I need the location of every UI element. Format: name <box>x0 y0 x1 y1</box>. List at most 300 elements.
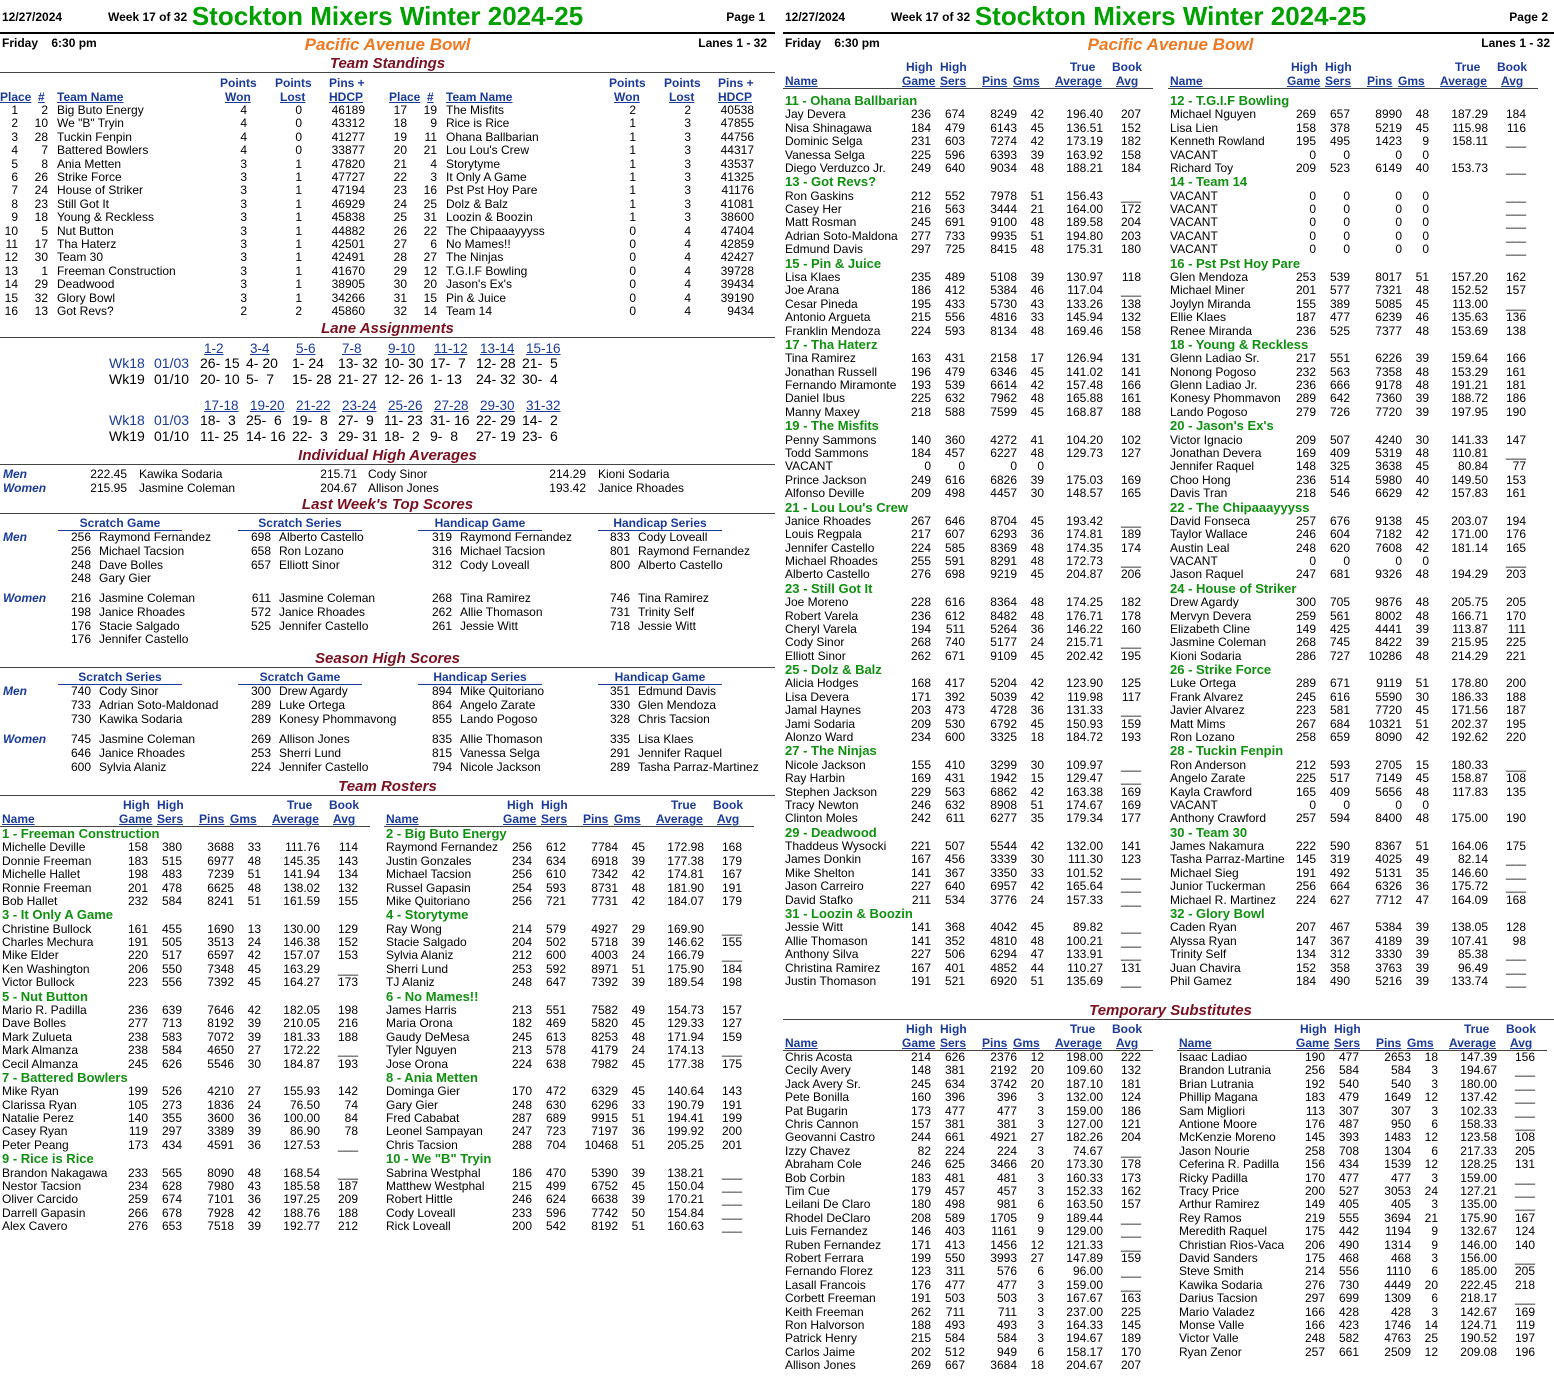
high-series: 428 <box>1338 1304 1359 1319</box>
true-average: 198.00 <box>1066 1050 1103 1064</box>
lane-match: 11- 23 <box>384 412 423 428</box>
score: 248 <box>70 571 91 586</box>
hdr-book-avg: Avg <box>717 812 740 826</box>
book-average: 176 <box>1505 527 1526 542</box>
book-average: 102 <box>1120 432 1141 447</box>
player-name: Victor Valle <box>1179 1331 1239 1346</box>
score-header: Handicap Series <box>598 517 722 531</box>
true-average: 199.92 <box>667 1124 704 1139</box>
player-name: Franklin Mendoza <box>785 323 881 338</box>
points-lost: 3 <box>684 116 691 131</box>
games: 24 <box>631 1043 645 1058</box>
team-number: 31 <box>423 210 437 225</box>
place: 3 <box>11 129 18 144</box>
high-series: 539 <box>944 378 965 392</box>
high-game: 134 <box>1295 947 1316 962</box>
true-average: 136.51 <box>1066 120 1103 135</box>
score: 600 <box>70 759 91 774</box>
hdr-name: Name <box>1170 74 1203 88</box>
book-average: 198 <box>721 975 742 990</box>
score: 855 <box>431 711 452 726</box>
lane-pair-header: 13-14 <box>480 341 515 356</box>
games: 0 <box>1422 797 1429 812</box>
true-average: 124.71 <box>1460 1318 1497 1332</box>
true-average: 160.33 <box>1066 1170 1103 1185</box>
total-pins: 6326 <box>1375 879 1402 894</box>
total-pins: 3513 <box>207 935 234 949</box>
high-game: 212 <box>910 188 931 203</box>
book-average: ___ <box>1120 892 1141 907</box>
total-pins: 584 <box>996 1331 1017 1346</box>
book-average: 169 <box>1120 472 1141 487</box>
book-average: 132 <box>1120 310 1141 325</box>
points-lost: 4 <box>684 263 691 278</box>
lane-match: 13- 32 <box>338 355 378 371</box>
high-series: 640 <box>944 879 965 894</box>
player-name: Raymond Fernandez <box>386 840 499 855</box>
games: 0 <box>1422 147 1429 162</box>
team-name: Freeman Construction <box>57 263 176 278</box>
true-average: 169.90 <box>667 921 704 936</box>
pins-hdcp: 38600 <box>720 210 754 225</box>
book-average: ___ <box>1505 228 1526 243</box>
high-series: 711 <box>945 1304 965 1319</box>
place: 24 <box>393 196 407 211</box>
total-pins: 6752 <box>591 1178 618 1193</box>
total-pins: 6296 <box>591 1097 618 1112</box>
true-average: 161.59 <box>283 893 320 908</box>
team-name: Battered Bowlers <box>57 143 149 158</box>
points-lost: 4 <box>684 290 691 305</box>
high-series: 477 <box>1338 1170 1359 1185</box>
high-game: 258 <box>1304 1143 1325 1158</box>
team-number: 17 <box>34 237 48 251</box>
high-game: 253 <box>511 961 532 976</box>
total-pins: 4650 <box>207 1043 234 1058</box>
player-name: Daniel Ibus <box>785 391 846 406</box>
points-lost: 1 <box>295 210 302 225</box>
team-name: Pst Pst Hoy Pare <box>446 183 538 198</box>
hdr-book-avg: Avg <box>1116 1036 1139 1050</box>
high-series: 405 <box>1338 1197 1359 1212</box>
team-number: 30 <box>34 250 48 265</box>
total-pins: 503 <box>996 1291 1017 1306</box>
book-average: ___ <box>721 1043 742 1058</box>
total-pins: 1304 <box>1384 1143 1411 1158</box>
book-average: ___ <box>1505 852 1526 867</box>
points-won: 3 <box>240 237 247 251</box>
book-average: ___ <box>1505 960 1526 975</box>
games: 12 <box>1424 1090 1438 1105</box>
total-pins: 4591 <box>207 1137 234 1152</box>
hdr-high-game-2: Game <box>1287 74 1321 88</box>
player-name: Lasall Francois <box>785 1277 866 1292</box>
games: 48 <box>1415 378 1429 392</box>
score: 800 <box>609 557 630 572</box>
player-name: Michael R. Martinez <box>1170 892 1277 907</box>
high-game: 245 <box>127 1056 148 1071</box>
total-pins: 7274 <box>990 134 1017 149</box>
high-game: 288 <box>511 1137 532 1152</box>
total-pins: 5384 <box>990 283 1017 298</box>
book-average: 132 <box>337 880 358 895</box>
high-game: 234 <box>910 730 931 744</box>
total-pins: 4927 <box>591 921 618 936</box>
player-name: Sam Migliori <box>1179 1103 1246 1118</box>
total-pins: 1110 <box>1386 1264 1411 1279</box>
lane-match: 12- 28 <box>476 355 516 371</box>
true-average: 166.71 <box>1451 608 1488 623</box>
true-average: 121.33 <box>1066 1237 1103 1252</box>
games: 48 <box>1415 364 1429 379</box>
games: 39 <box>631 935 645 949</box>
high-series: 698 <box>944 567 965 582</box>
player-name: Fernando Miramonte <box>785 378 897 392</box>
total-pins: 0 <box>1395 242 1402 257</box>
points-lost: 1 <box>295 223 302 238</box>
player-name: Leonel Sampayan <box>386 1124 483 1139</box>
player-name: Edmund Davis <box>785 242 864 257</box>
high-series: 676 <box>1329 513 1350 528</box>
book-average: 209 <box>337 1192 358 1207</box>
true-average: 148.57 <box>1066 486 1103 501</box>
high-game: 219 <box>1304 1210 1325 1225</box>
high-series: 479 <box>1338 1090 1359 1105</box>
points-lost: 4 <box>684 250 691 265</box>
true-average: 164.00 <box>1066 202 1103 216</box>
score: 718 <box>609 618 630 633</box>
book-average: ___ <box>721 1219 742 1234</box>
true-average: 189.44 <box>1066 1210 1103 1225</box>
true-average: 86.90 <box>289 1124 320 1139</box>
player-name: Jami Sodaria <box>785 716 856 731</box>
high-game: 213 <box>511 1043 532 1058</box>
player-name: Joe Moreno <box>785 595 849 610</box>
high-series: 626 <box>161 1056 182 1071</box>
book-average: ___ <box>1514 1063 1535 1078</box>
true-average: 154.73 <box>667 1002 704 1017</box>
points-won: 3 <box>240 223 247 238</box>
hdr-name: Name <box>1179 1036 1212 1050</box>
high-series: 542 <box>545 1219 566 1234</box>
player-name: Michael Tacsion <box>386 867 472 882</box>
total-pins: 7982 <box>591 1056 618 1071</box>
games: 30 <box>1030 486 1044 501</box>
book-average: 188 <box>337 1205 358 1220</box>
total-pins: 481 <box>996 1170 1017 1185</box>
lane-pair-header: 3-4 <box>250 341 270 356</box>
bowler-name: Lisa Klaes <box>638 732 694 746</box>
points-won: 3 <box>240 277 247 292</box>
book-average: 187 <box>1505 703 1526 718</box>
high-game: 236 <box>1295 472 1316 487</box>
true-average: 147.39 <box>1460 1050 1497 1064</box>
book-average: ___ <box>1120 771 1141 786</box>
average: 215.95 <box>90 481 127 495</box>
player-name: Dave Bolles <box>2 1016 67 1031</box>
book-average: ___ <box>1120 1264 1141 1279</box>
hdr-points-won-2: Won <box>225 90 251 104</box>
team-title: 28 - Tuckin Fenpin <box>1170 743 1284 759</box>
true-average: 204.67 <box>1066 1358 1103 1373</box>
book-average: 108 <box>1505 771 1526 786</box>
team-name: Strike Force <box>57 170 122 184</box>
page-2 <box>783 0 1554 1392</box>
games: 33 <box>1030 310 1044 325</box>
total-pins: 3444 <box>990 202 1017 216</box>
book-average: ___ <box>1505 160 1526 175</box>
true-average: 165.88 <box>1066 391 1103 406</box>
points-lost: 0 <box>295 143 302 158</box>
player-name: Cecil Almanza <box>2 1056 79 1071</box>
total-pins: 8364 <box>990 595 1017 610</box>
true-average: 146.00 <box>1460 1237 1497 1252</box>
hdr-pins-2: HDCP <box>718 90 753 104</box>
true-average: 85.38 <box>1457 947 1488 962</box>
high-series: 551 <box>1329 351 1350 366</box>
high-game: 105 <box>127 1097 148 1112</box>
true-average: 184.72 <box>1066 730 1103 744</box>
high-game: 228 <box>910 595 931 610</box>
team-number: 26 <box>34 170 48 184</box>
book-average: 124 <box>1120 1090 1141 1105</box>
team-title: 9 - Rice is Rice <box>2 1151 94 1167</box>
games: 48 <box>1030 554 1044 568</box>
pins-hdcp: 47404 <box>720 223 754 238</box>
book-average: 116 <box>1506 120 1526 135</box>
high-series: 667 <box>944 1358 965 1373</box>
book-average: 125 <box>1120 676 1141 691</box>
page-number: Page 1 <box>726 10 765 24</box>
high-series: 470 <box>545 1165 566 1180</box>
high-series: 674 <box>944 107 965 122</box>
team-name: The Misfits <box>446 103 505 117</box>
high-game: 300 <box>1295 595 1316 610</box>
high-series: 612 <box>545 840 566 855</box>
games: 42 <box>1030 134 1044 149</box>
games: 3 <box>1037 1143 1044 1158</box>
player-name: Matthew Westphal <box>386 1178 485 1193</box>
high-game: 200 <box>1304 1184 1325 1198</box>
total-pins: 6277 <box>990 811 1017 826</box>
hdr-high-sers-1: High <box>1325 60 1352 74</box>
games: 12 <box>1424 1157 1438 1172</box>
total-pins: 8241 <box>207 893 234 908</box>
points-lost: 4 <box>684 277 691 292</box>
pins-hdcp: 43537 <box>720 156 754 171</box>
points-won: 0 <box>629 277 636 292</box>
hdr-high-game-2: Game <box>902 1036 936 1050</box>
true-average: 185.00 <box>1460 1264 1497 1279</box>
hdr-gms: Gms <box>230 812 257 826</box>
high-series: 604 <box>1329 527 1350 542</box>
score: 289 <box>609 759 630 774</box>
hdr-points-lost-1: Points <box>664 76 701 90</box>
games: 45 <box>1030 716 1044 731</box>
lane-date: 01/03 <box>154 412 190 428</box>
total-pins: 4210 <box>207 1084 234 1099</box>
total-pins: 6920 <box>990 973 1017 988</box>
high-series: 661 <box>944 1130 965 1145</box>
true-average: 160.63 <box>667 1219 704 1234</box>
true-average: 123.58 <box>1460 1130 1497 1145</box>
points-lost: 2 <box>295 304 302 318</box>
player-name: Maria Orona <box>386 1016 453 1031</box>
hdr-true-1: True <box>1070 60 1096 74</box>
high-series: 410 <box>944 757 965 772</box>
player-name: Joylyn Miranda <box>1170 296 1251 311</box>
high-game: 256 <box>511 893 532 908</box>
high-series: 596 <box>944 147 965 162</box>
total-pins: 4042 <box>990 920 1017 935</box>
score-header: Handicap Game <box>418 517 542 531</box>
high-game: 158 <box>1295 120 1316 135</box>
book-average: 121 <box>1120 1117 1141 1131</box>
high-series: 691 <box>944 215 965 230</box>
true-average: 157.83 <box>1451 486 1488 501</box>
high-series: 674 <box>161 1192 182 1207</box>
games: 48 <box>1415 445 1429 460</box>
total-pins: 1690 <box>207 921 234 936</box>
bowler-name: Stacie Salgado <box>99 618 180 633</box>
high-game: 257 <box>1295 811 1316 826</box>
lane-pair-header: 9-10 <box>388 341 416 356</box>
player-name: Anthony Crawford <box>1170 811 1267 826</box>
games: 45 <box>631 1056 645 1071</box>
high-game: 213 <box>511 1002 532 1017</box>
book-average: 152 <box>337 935 358 949</box>
player-name: Ron Halvorson <box>785 1318 865 1332</box>
points-won: 4 <box>240 143 247 158</box>
games: 48 <box>1030 391 1044 406</box>
hdr-num: # <box>38 90 45 104</box>
high-series: 664 <box>1329 879 1350 894</box>
hdr-points-lost-2: Lost <box>280 90 306 104</box>
games: 6 <box>1037 1264 1044 1279</box>
high-game: 155 <box>910 757 931 772</box>
book-average: 205 <box>1514 1143 1535 1158</box>
lane-pair-header: 11-12 <box>434 341 468 356</box>
games: 25 <box>1424 1331 1438 1346</box>
bowler-name: Cody Loveall <box>638 530 708 544</box>
high-series: 540 <box>1338 1076 1359 1091</box>
true-average: 132.67 <box>1460 1224 1497 1239</box>
high-series: 577 <box>1329 283 1350 298</box>
true-average: 180.00 <box>1460 1076 1497 1091</box>
player-name: Glenn Ladiao Sr. <box>1170 351 1260 366</box>
total-pins: 0 <box>1395 188 1402 203</box>
high-series: 505 <box>161 935 182 949</box>
book-average: 194 <box>1505 513 1526 528</box>
high-game: 258 <box>1295 730 1316 744</box>
report-date: 12/27/2024 <box>785 10 846 24</box>
high-series: 527 <box>1338 1184 1359 1198</box>
player-name: Joe Arana <box>785 283 840 298</box>
true-average: 129.33 <box>667 1016 704 1031</box>
pins-hdcp: 41277 <box>331 129 365 144</box>
high-game: 163 <box>910 351 931 366</box>
bowler-name: Alberto Castello <box>279 530 364 544</box>
points-won: 3 <box>240 156 247 171</box>
games: 30 <box>1415 689 1429 704</box>
place: 11 <box>5 237 18 251</box>
high-series: 431 <box>944 771 965 786</box>
true-average: 218.17 <box>1460 1291 1497 1306</box>
label-men: Men <box>3 684 27 698</box>
games: 48 <box>1030 215 1044 230</box>
hdr-name: Name <box>785 1036 818 1050</box>
place: 32 <box>393 304 407 318</box>
lane-match: 9- 8 <box>430 428 459 444</box>
high-series: 487 <box>1338 1117 1359 1131</box>
high-series: 556 <box>161 975 182 990</box>
team-number: 9 <box>430 116 437 131</box>
average: 193.42 <box>549 481 586 495</box>
place: 19 <box>393 129 407 144</box>
high-game: 141 <box>910 865 931 880</box>
player-name: Casey Ryan <box>2 1124 68 1139</box>
true-average: 101.52 <box>1066 865 1103 880</box>
total-pins: 1942 <box>990 771 1017 786</box>
lanes-range: Lanes 1 - 32 <box>1481 36 1550 50</box>
total-pins: 3694 <box>1384 1210 1411 1225</box>
points-lost: 0 <box>295 103 302 117</box>
bowler-name: Nicole Jackson <box>460 759 541 774</box>
high-series: 620 <box>1329 540 1350 555</box>
team-title: 19 - The Misfits <box>785 418 879 434</box>
high-game: 266 <box>127 1205 148 1220</box>
games: 51 <box>631 1111 645 1125</box>
high-game: 0 <box>1309 147 1316 162</box>
games: 21 <box>1424 1210 1438 1225</box>
player-name: Penny Sammons <box>785 432 877 447</box>
high-series: 699 <box>1338 1291 1359 1306</box>
true-average: 190.52 <box>1460 1331 1497 1346</box>
true-average: 180.33 <box>1451 757 1488 772</box>
team-name: Deadwood <box>57 277 115 292</box>
player-name: Jonathan Devera <box>1170 445 1262 460</box>
high-game: 212 <box>1295 757 1316 772</box>
place: 27 <box>393 237 407 251</box>
bowler-name: Jasmine Coleman <box>279 591 376 605</box>
book-average: 193 <box>337 1056 358 1071</box>
player-name: Tyler Nguyen <box>386 1043 457 1058</box>
high-series: 493 <box>944 1318 965 1332</box>
points-won: 1 <box>629 129 636 144</box>
total-pins: 10321 <box>1368 716 1402 731</box>
book-average: ___ <box>721 1178 742 1193</box>
pins-hdcp: 38905 <box>331 277 365 292</box>
games: 42 <box>247 948 261 963</box>
true-average: 182.26 <box>1066 1130 1103 1145</box>
lane-pair-header: 27-28 <box>434 398 469 413</box>
book-average: 205 <box>1514 1264 1535 1279</box>
total-pins: 981 <box>996 1197 1017 1212</box>
book-average: ___ <box>1120 973 1141 988</box>
high-series: 319 <box>1329 852 1350 867</box>
lane-match: 22- 3 <box>292 428 328 444</box>
games: 39 <box>631 1192 645 1207</box>
true-average: 157.33 <box>1066 892 1103 907</box>
lane-match: 27- 19 <box>476 428 516 444</box>
high-game: 206 <box>1304 1237 1325 1252</box>
total-pins: 711 <box>997 1304 1017 1319</box>
book-average: 189 <box>1120 1331 1141 1346</box>
total-pins: 5718 <box>591 935 618 949</box>
high-game: 245 <box>1295 689 1316 704</box>
player-name: Victor Ignacio <box>1170 432 1243 447</box>
true-average: 100.21 <box>1066 933 1103 948</box>
